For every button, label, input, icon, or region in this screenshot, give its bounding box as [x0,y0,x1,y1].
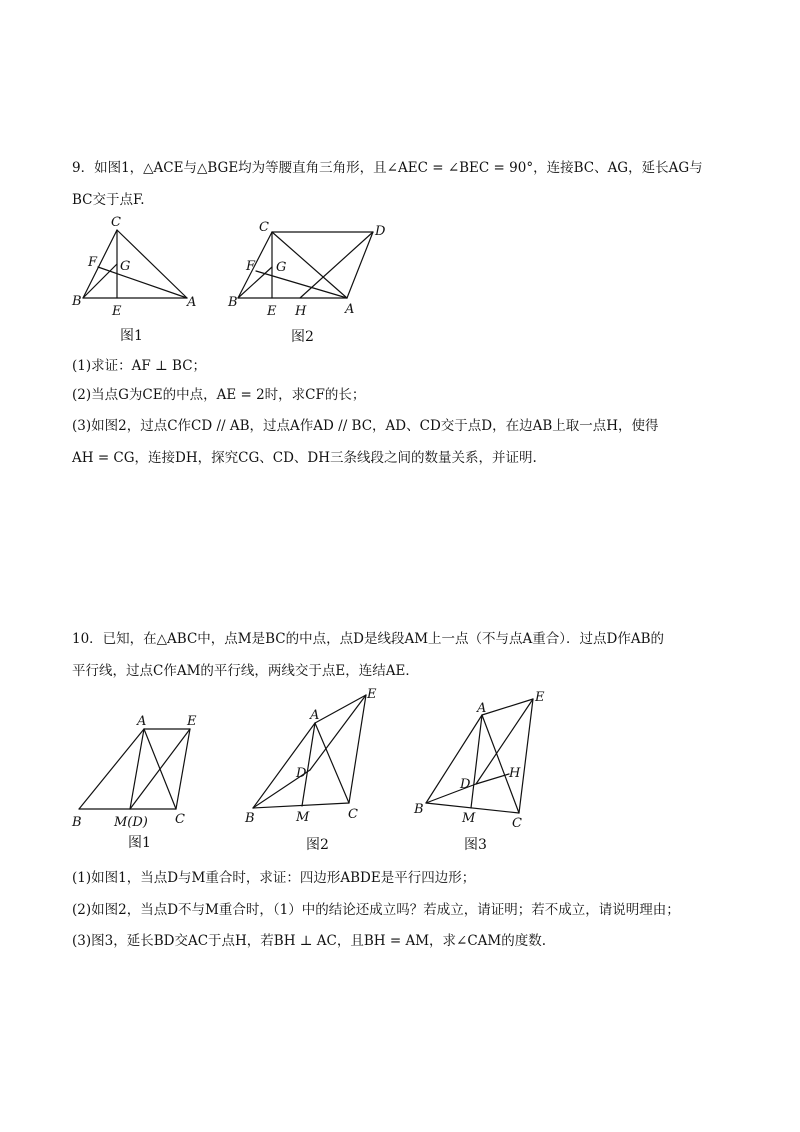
q9-fig1-segments [83,230,187,298]
q9-figure-1 [60,208,210,348]
label-a: A [187,295,197,310]
label-h: H [295,304,307,319]
q10-fig1-segments [79,729,190,809]
seg-ae [482,699,533,715]
q10-part1: (1)如图1，当点D与M重合时，求证：四边形ABDE是平行四边形； [72,870,476,886]
label-f: F [88,255,98,270]
q9-fig1-caption: 图1 [120,328,143,344]
seg-af [256,271,347,298]
label-e: E [367,687,377,702]
q10-fig2-caption: 图2 [306,837,329,853]
seg-me [130,729,190,809]
q10-part2: (2)如图2，当点D不与M重合时，（1）中的结论还成立吗？若成立，请证明；若不成立，请说明理由； [72,902,680,918]
q10-part3: (3)图3，延长BD交AC于点H，若BH ⊥ AC，且BH = AM，求∠CAM的度数. [72,933,547,949]
q10-fig1-caption: 图1 [128,835,151,851]
q9-figure-2 [225,215,405,350]
label-a: A [310,708,320,723]
label-e: E [112,304,122,319]
q10-stem-line1: 10．已知，在△ABC中，点M是BC的中点，点D是线段AM上一点（不与点A重合）．过点D作AB的 [72,631,665,647]
seg-af [98,267,187,298]
label-e: E [535,690,545,705]
label-g: G [120,259,131,274]
seg-ab [79,729,144,809]
label-e: E [267,304,277,319]
seg-dh [476,774,509,784]
q10-fig3-caption: 图3 [464,837,487,853]
label-d: D [296,766,307,781]
label-a: A [477,701,487,716]
label-d: D [375,224,386,239]
label-b: B [72,815,82,830]
seg-am [130,729,144,809]
label-b: B [228,295,238,310]
label-b: B [245,811,255,826]
label-f: F [246,259,256,274]
label-a: A [137,714,147,729]
label-c: C [348,807,358,822]
label-a: A [345,302,355,317]
label-b: B [72,294,82,309]
seg-ec [176,729,190,809]
seg-bc [253,803,349,808]
q10-figure-2 [240,685,390,855]
seg-da [347,232,373,298]
seg-ec [349,695,366,803]
label-b: B [414,802,424,817]
label-m: M [296,810,310,825]
seg-ac [482,715,519,813]
label-c: C [512,816,522,831]
seg-am [302,723,315,806]
label-c: C [111,215,121,230]
seg-ac [315,723,349,803]
label-g: G [276,260,287,275]
label-d: D [460,777,471,792]
q10-stem-line2: 平行线，过点C作AM的平行线，两线交于点E，连结AE． [72,663,419,679]
q9-fig2-segments [238,232,373,298]
label-c: C [259,220,269,235]
q9-stem-line2: BC交于点F. [72,192,145,208]
q10-figure-1 [65,705,215,855]
label-e: E [187,714,197,729]
q9-fig2-caption: 图2 [291,329,314,345]
label-h: H [509,766,521,781]
q9-stem-line1: 9．如图1，△ACE与△BGE均为等腰直角三角形，且∠AEC = ∠BEC = 90°，连接BC、AG，延长AG与 [72,160,703,176]
q10-fig3-segments [426,699,533,813]
seg-ae [315,695,366,723]
label-m: M [462,811,476,826]
q9-part3-line1: (3)如图2，过点C作CD // AB，过点A作AD // BC，AD、CD交于点D，在边AB上取一点H，使得 [72,418,659,434]
q9-part3-line2: AH = CG，连接DH，探究CG、CD、DH三条线段之间的数量关系，并证明. [72,450,537,466]
q10-figure-3 [405,685,565,855]
q9-part1: (1)求证：AF ⊥ BC； [72,358,207,374]
q9-part2: (2)当点G为CE的中点，AE = 2时，求CF的长； [72,387,366,403]
label-md: M(D) [114,815,148,830]
label-c: C [175,812,185,827]
